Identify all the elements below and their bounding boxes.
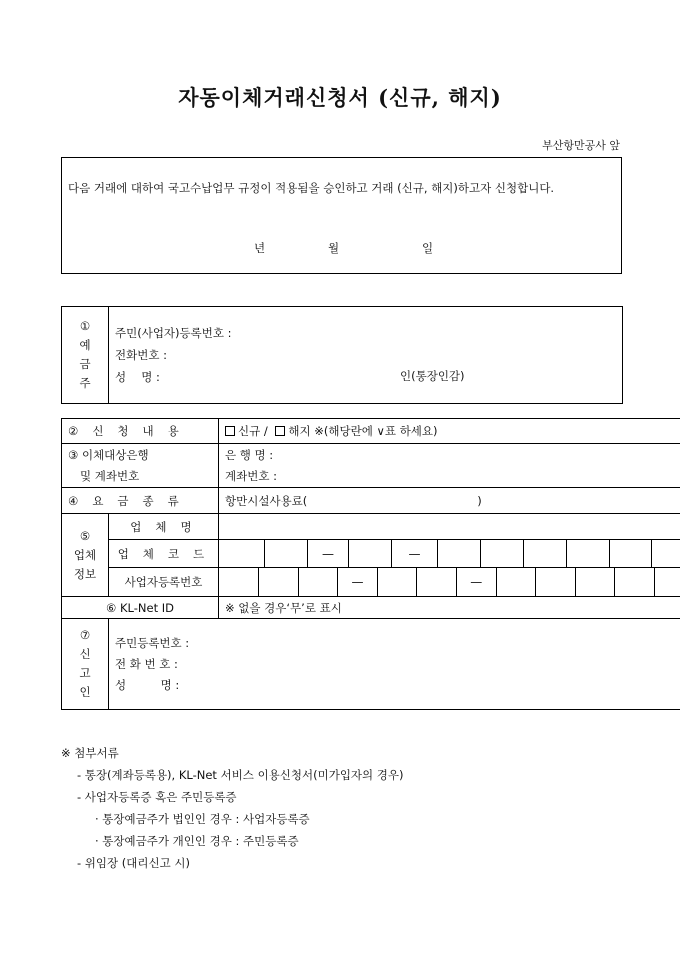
company-name-field[interactable] [219,514,680,540]
payer-seal-label: 인(통장인감) [400,369,465,383]
company-code-cell[interactable] [652,540,680,568]
company-name-label: 업 체 명 [109,514,219,540]
account-number-field[interactable]: 계좌번호 : [225,468,277,483]
attachment-subitem: · 통장예금주가 개인인 경우 : 주민등록증 [95,834,299,848]
payer-number: ① [79,319,91,333]
payer-label-char: 예 [79,338,91,352]
fee-field[interactable]: 항만시설사용료( ) [219,488,680,514]
application-table [61,418,680,710]
bizno-cell[interactable] [298,568,338,596]
consent-text: 다음 거래에 대하여 국고수납업무 규정이 적용됨을 승인하고 거래 (신규, 해지)하고자 신청합니다. [68,181,555,195]
date-year: 년 [254,241,266,255]
date-month: 월 [328,241,340,255]
consent-box [61,157,622,274]
company-code-cell[interactable] [481,540,524,568]
application-label: ② 신 청 내 용 [62,419,219,444]
date-day: 일 [422,241,434,255]
bizno-label: 사업자등록번호 [109,568,219,597]
bizno-cell[interactable] [575,568,615,596]
attachment-item: - 통장(계좌등록용), KL-Net 서비스 이용신청서(미가입자의 경우) [77,768,404,782]
bank-fields[interactable] [219,444,680,488]
company-code-cell[interactable] [567,540,610,568]
payer-regno-field[interactable]: 주민(사업자)등록번호 : [115,326,232,340]
bizno-row [62,568,680,597]
bizno-dash: — [338,568,378,596]
company-code-cell[interactable] [349,540,392,568]
attachment-item: - 사업자등록증 혹은 주민등록증 [77,790,237,804]
cancel-checkbox[interactable] [275,426,285,436]
declarant-phone-field[interactable]: 전 화 번 호 : [115,656,178,671]
company-code-cell[interactable] [610,540,652,568]
company-code-label: 업 체 코 드 [109,540,219,568]
declarant-regno-field[interactable]: 주민등록번호 : [115,635,190,650]
code-dash: — [392,540,438,568]
bank-name-field[interactable]: 은 행 명 : [225,447,274,462]
payer-phone-field[interactable]: 전화번호 : [115,348,167,362]
addressee: 부산항만공사 앞 [542,139,620,152]
company-code-cell[interactable] [438,540,481,568]
bizno-cell[interactable] [654,568,680,596]
document-title: 자동이체거래신청서 (신규, 해지) [178,85,502,110]
bizno-cell[interactable] [417,568,457,596]
attachment-item: - 위임장 (대리신고 시) [77,856,190,870]
company-label: ⑤ 업체 정보 [62,514,109,597]
company-code-cell[interactable] [524,540,567,568]
payer-label-char: 금 [79,357,91,371]
application-options[interactable] [219,419,680,444]
bizno-cell[interactable] [615,568,655,596]
new-option-label: 신규 / [238,424,268,438]
bank-label: ③ 이체대상은행 및 계좌번호 [62,444,219,488]
attachments-header: ※ 첨부서류 [61,746,119,760]
payer-label-char: 주 [79,376,91,390]
bizno-cell[interactable] [219,568,259,596]
company-code-row [62,540,680,568]
bizno-cell[interactable] [377,568,417,596]
payer-table [61,306,623,404]
declarant-fields[interactable] [109,619,680,710]
company-code-cell[interactable] [219,540,265,568]
fee-label: ④ 요 금 종 류 [62,488,219,514]
attachments [61,742,404,874]
bizno-cell[interactable] [259,568,299,596]
attachment-subitem: · 통장예금주가 법인인 경우 : 사업자등록증 [95,812,310,826]
cancel-option-label: 해지 ※(해당란에 ∨표 하세요) [288,424,438,438]
bizno-cell[interactable] [496,568,536,596]
declarant-label: ⑦ 신 고 인 [62,619,109,710]
bizno-cell[interactable] [536,568,576,596]
company-code-cell[interactable] [265,540,308,568]
klnet-label: ⑥ KL-Net ID [62,597,219,619]
payer-fields[interactable] [109,307,623,404]
bizno-dash: — [456,568,496,596]
declarant-name-field[interactable]: 성 명 : [115,677,180,692]
payer-name-field[interactable]: 성 명 : [115,370,160,384]
code-dash: — [308,540,349,568]
new-checkbox[interactable] [225,426,235,436]
klnet-field[interactable]: ※ 없을 경우‘무’로 표시 [219,597,680,619]
payer-label [62,307,109,404]
